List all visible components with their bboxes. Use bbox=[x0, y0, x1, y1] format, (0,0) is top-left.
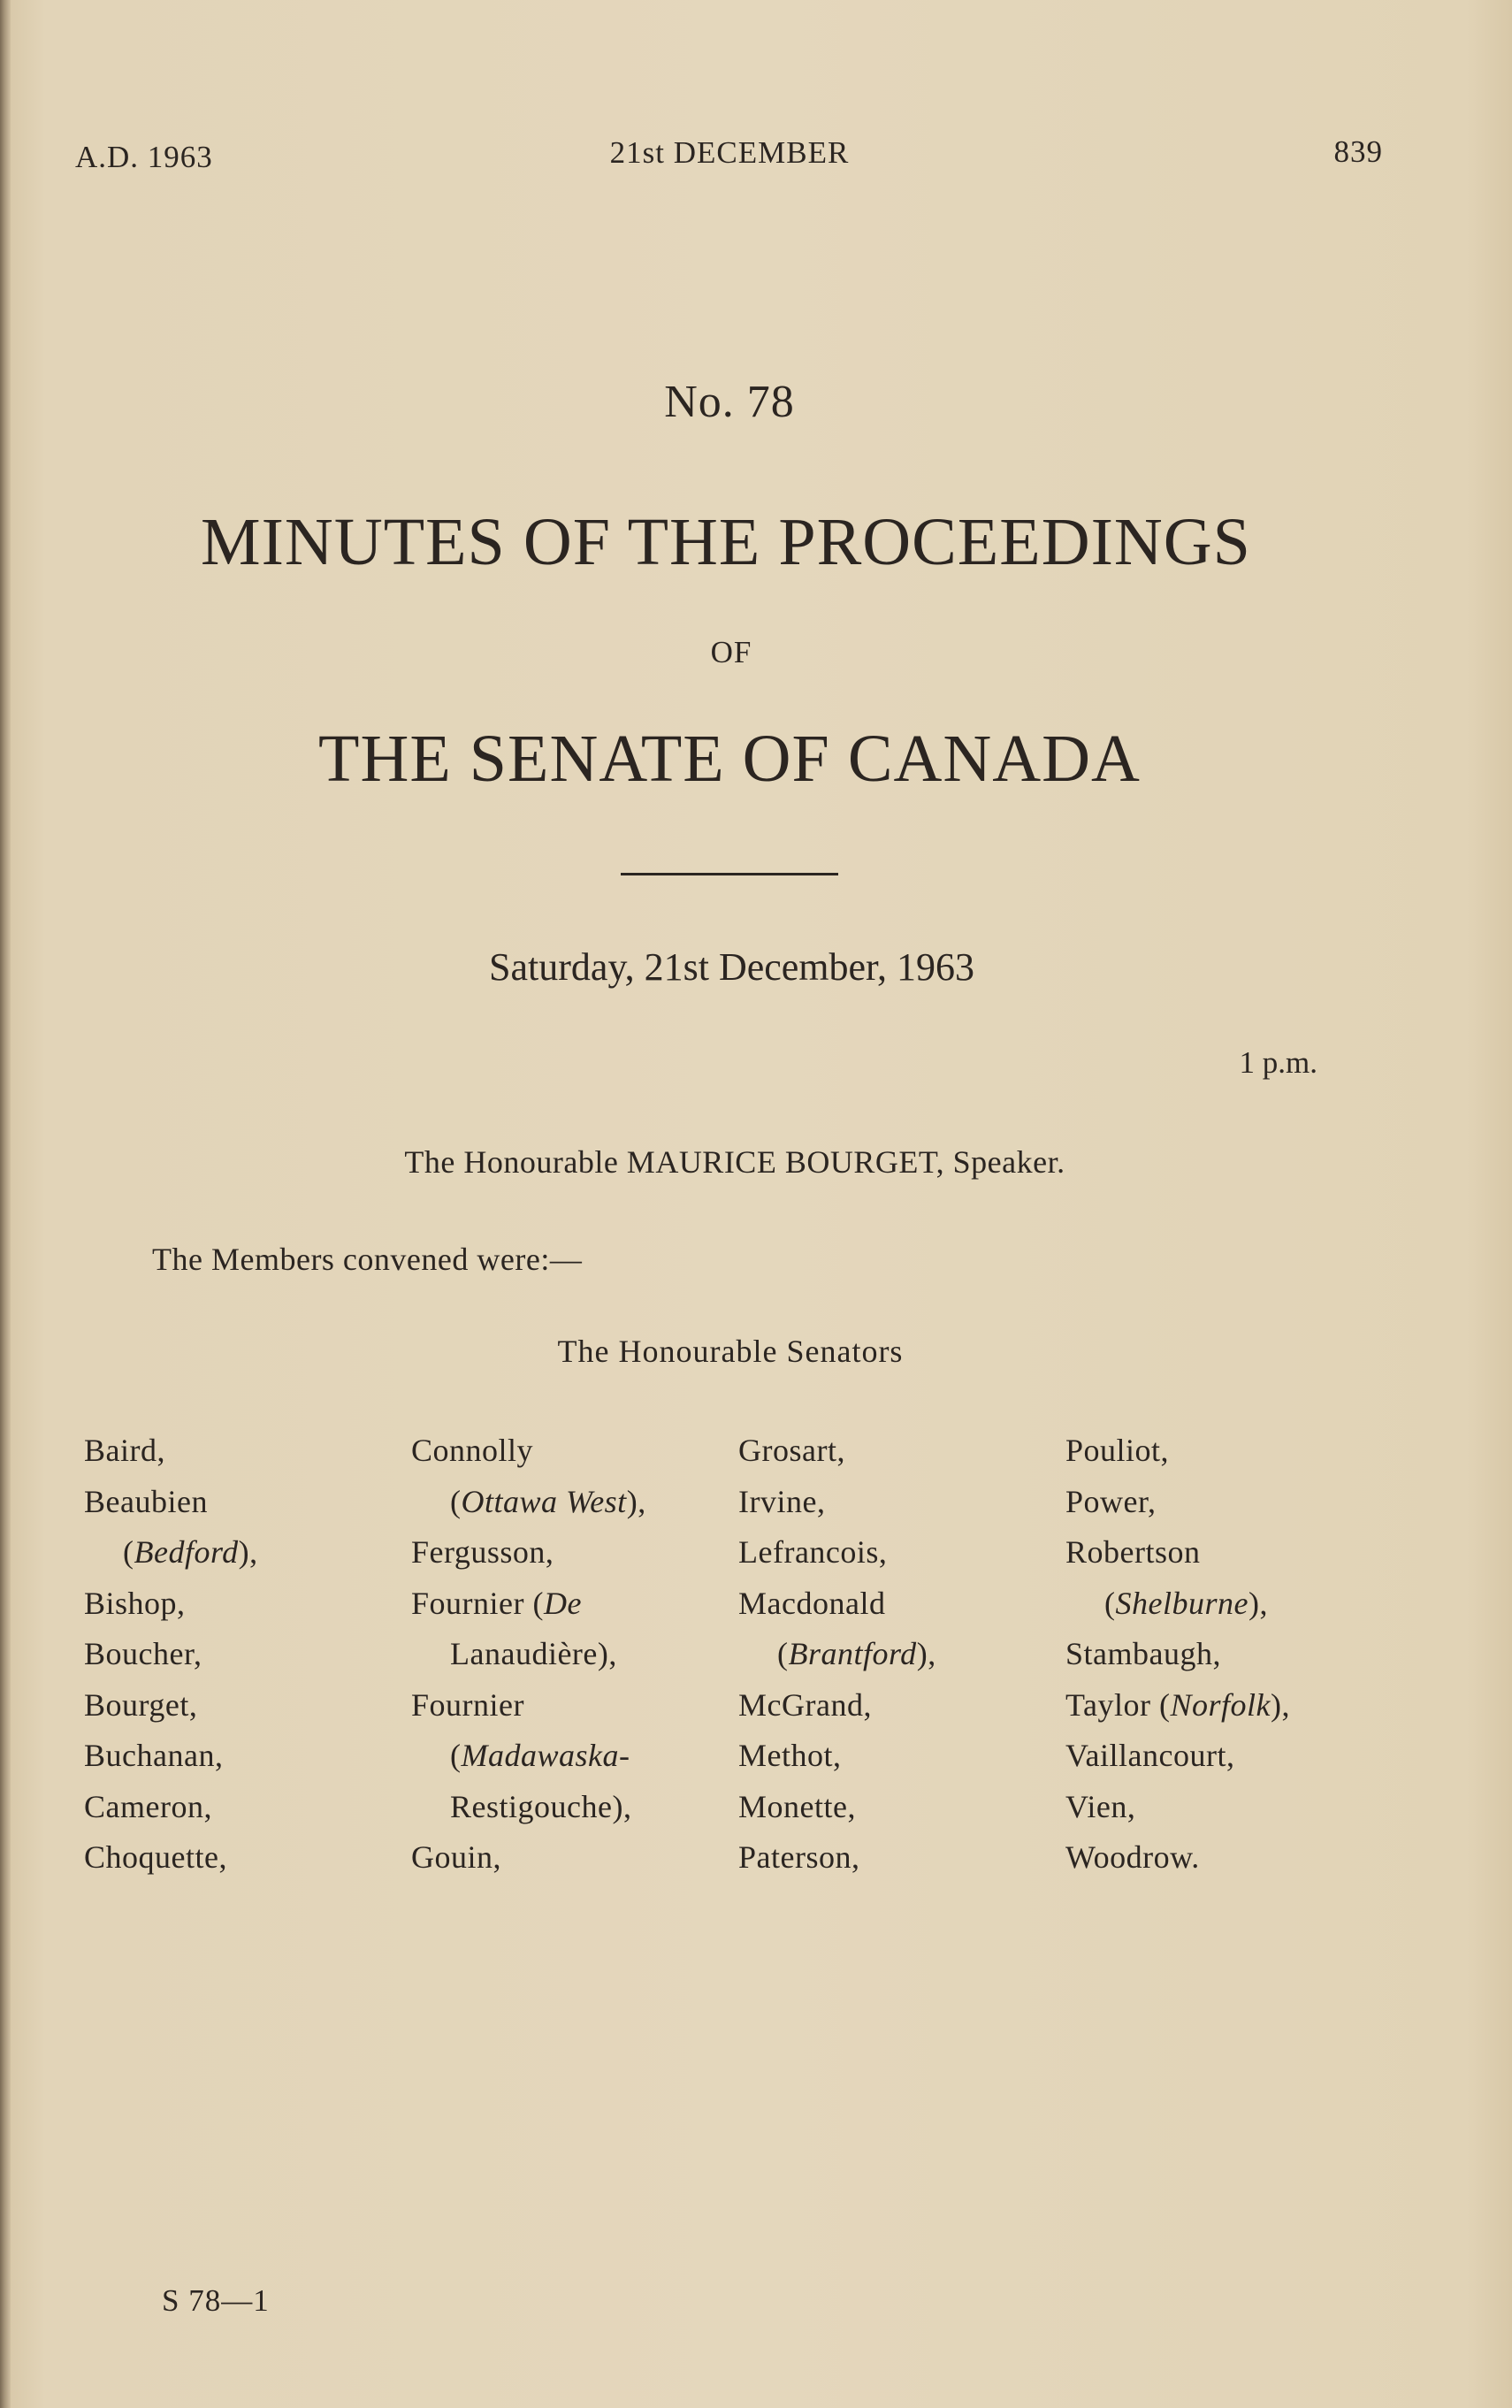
senator-name-line: Vien, bbox=[1065, 1788, 1136, 1824]
senator-name-line: (Brantford), bbox=[777, 1636, 936, 1671]
senator-name-line: Taylor (Norfolk), bbox=[1065, 1686, 1290, 1723]
senator-name-line: Woodrow. bbox=[1065, 1839, 1200, 1875]
senator-name-line: Bourget, bbox=[84, 1686, 198, 1723]
senators-heading: The Honourable Senators bbox=[557, 1334, 904, 1369]
title-connector: OF bbox=[710, 635, 752, 669]
members-intro: The Members convened were:— bbox=[152, 1242, 583, 1277]
senate-title: THE SENATE OF CANADA bbox=[318, 722, 1141, 796]
senator-name-line: Gouin, bbox=[411, 1839, 501, 1875]
senator-name-line: Robertson bbox=[1065, 1534, 1201, 1570]
sitting-date: Saturday, 21st December, 1963 bbox=[489, 945, 974, 989]
senator-name-line: Stambaugh, bbox=[1065, 1636, 1221, 1671]
senator-name-line: Restigouche), bbox=[450, 1788, 632, 1824]
page-number: 839 bbox=[1333, 134, 1383, 169]
speaker-line: The Honourable MAURICE BOURGET, Speaker. bbox=[404, 1144, 1065, 1180]
senator-name-line: (Ottawa West), bbox=[450, 1483, 646, 1519]
senators-column-1 bbox=[84, 1426, 258, 1884]
senator-name-line: Choquette, bbox=[84, 1839, 227, 1875]
senators-column-2 bbox=[411, 1426, 646, 1884]
senator-name-line: Fournier (De bbox=[411, 1585, 582, 1621]
binding-edge bbox=[0, 0, 11, 2408]
senator-name-line: Fergusson, bbox=[411, 1534, 554, 1570]
senator-name-line: Connolly bbox=[411, 1433, 534, 1468]
sitting-time: 1 p.m. bbox=[1239, 1045, 1317, 1080]
senator-name-line: Beaubien bbox=[84, 1483, 208, 1519]
senator-name-line: Irvine, bbox=[738, 1483, 826, 1519]
senator-name-line: Baird, bbox=[84, 1433, 165, 1468]
senator-name-line: Vaillancourt, bbox=[1065, 1738, 1235, 1773]
senator-name-line: Bishop, bbox=[84, 1585, 186, 1621]
senator-name-line: Paterson, bbox=[738, 1839, 860, 1875]
senator-name-line: Methot, bbox=[738, 1738, 842, 1773]
running-header-year: A.D. 1963 bbox=[75, 140, 213, 174]
senator-name-line: McGrand, bbox=[738, 1686, 872, 1723]
issue-number: No. 78 bbox=[664, 377, 795, 427]
senator-name-line: Cameron, bbox=[84, 1788, 212, 1824]
senator-name-line: Lefrancois, bbox=[738, 1534, 888, 1570]
senator-name-line: Power, bbox=[1065, 1483, 1157, 1519]
senator-name-line: Lanaudière), bbox=[450, 1636, 617, 1671]
main-title: MINUTES OF THE PROCEEDINGS bbox=[201, 505, 1251, 579]
running-header-date: 21st DECEMBER bbox=[609, 135, 850, 170]
senator-name-line: Grosart, bbox=[738, 1433, 845, 1468]
senator-name-line: (Shelburne), bbox=[1104, 1585, 1268, 1621]
senator-name-line: Monette, bbox=[738, 1788, 856, 1824]
senator-name-line: Fournier bbox=[411, 1686, 524, 1723]
senator-name-line: Pouliot, bbox=[1065, 1433, 1170, 1468]
senator-name-line: (Madawaska- bbox=[450, 1738, 630, 1773]
title-divider bbox=[621, 873, 838, 875]
senator-name-line: Macdonald bbox=[738, 1585, 886, 1621]
signature-mark: S 78—1 bbox=[162, 2283, 270, 2318]
senator-name-line: Buchanan, bbox=[84, 1738, 224, 1773]
senators-column-3 bbox=[738, 1426, 936, 1884]
senators-column-4 bbox=[1065, 1426, 1290, 1884]
senator-name-line: Boucher, bbox=[84, 1636, 202, 1671]
senator-name-line: (Bedford), bbox=[123, 1534, 258, 1570]
